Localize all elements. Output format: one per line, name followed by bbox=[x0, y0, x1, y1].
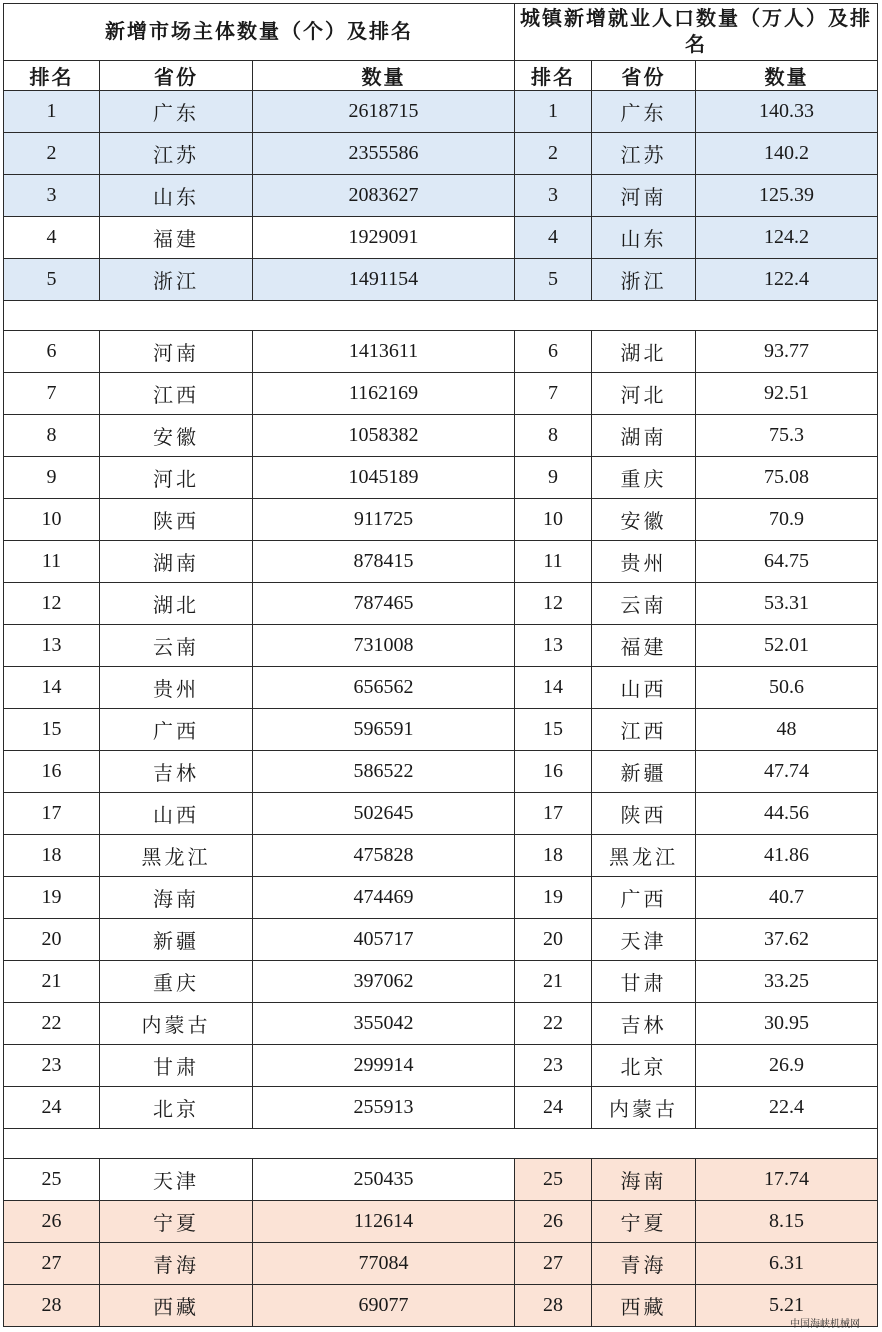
left-province-cell: 浙江 bbox=[100, 259, 253, 301]
table-row bbox=[4, 1285, 878, 1327]
left-rank-cell: 14 bbox=[4, 667, 100, 709]
left-rank-cell: 20 bbox=[4, 919, 100, 961]
right-rank-cell: 27 bbox=[515, 1243, 592, 1285]
right-count-cell: 53.31 bbox=[696, 583, 878, 625]
right-rank-cell: 20 bbox=[515, 919, 592, 961]
left-rank-cell: 26 bbox=[4, 1201, 100, 1243]
left-count-cell: 255913 bbox=[253, 1087, 515, 1129]
left-province-cell: 内蒙古 bbox=[100, 1003, 253, 1045]
right-rank-cell: 16 bbox=[515, 751, 592, 793]
right-province-cell: 广东 bbox=[592, 91, 696, 133]
left-province-cell: 河南 bbox=[100, 331, 253, 373]
left-province-cell: 湖北 bbox=[100, 583, 253, 625]
right-rank-cell: 22 bbox=[515, 1003, 592, 1045]
left-count-cell: 731008 bbox=[253, 625, 515, 667]
right-province-cell: 宁夏 bbox=[592, 1201, 696, 1243]
left-count-cell: 878415 bbox=[253, 541, 515, 583]
right-province-header: 省份 bbox=[592, 61, 696, 91]
right-province-cell: 内蒙古 bbox=[592, 1087, 696, 1129]
right-province-cell: 广西 bbox=[592, 877, 696, 919]
table-row bbox=[4, 499, 878, 541]
right-province-cell: 陕西 bbox=[592, 793, 696, 835]
right-count-cell: 70.9 bbox=[696, 499, 878, 541]
right-count-cell: 26.9 bbox=[696, 1045, 878, 1087]
right-rank-cell: 13 bbox=[515, 625, 592, 667]
right-rank-cell: 15 bbox=[515, 709, 592, 751]
right-province-cell: 北京 bbox=[592, 1045, 696, 1087]
right-rank-cell: 8 bbox=[515, 415, 592, 457]
right-count-cell: 124.2 bbox=[696, 217, 878, 259]
right-count-cell: 37.62 bbox=[696, 919, 878, 961]
table-row bbox=[4, 1159, 878, 1201]
right-rank-cell: 6 bbox=[515, 331, 592, 373]
left-count-cell: 397062 bbox=[253, 961, 515, 1003]
left-count-cell: 1058382 bbox=[253, 415, 515, 457]
table-row bbox=[4, 625, 878, 667]
left-count-cell: 502645 bbox=[253, 793, 515, 835]
table-row bbox=[4, 877, 878, 919]
left-province-cell: 重庆 bbox=[100, 961, 253, 1003]
left-province-cell: 北京 bbox=[100, 1087, 253, 1129]
right-rank-cell: 9 bbox=[515, 457, 592, 499]
left-count-cell: 596591 bbox=[253, 709, 515, 751]
right-province-cell: 重庆 bbox=[592, 457, 696, 499]
right-rank-cell: 5 bbox=[515, 259, 592, 301]
right-rank-cell: 23 bbox=[515, 1045, 592, 1087]
right-province-cell: 天津 bbox=[592, 919, 696, 961]
left-count-cell: 787465 bbox=[253, 583, 515, 625]
left-count-cell: 405717 bbox=[253, 919, 515, 961]
right-rank-cell: 21 bbox=[515, 961, 592, 1003]
right-rank-cell: 18 bbox=[515, 835, 592, 877]
right-count-cell: 41.86 bbox=[696, 835, 878, 877]
right-province-cell: 浙江 bbox=[592, 259, 696, 301]
left-province-cell: 江苏 bbox=[100, 133, 253, 175]
left-province-cell: 贵州 bbox=[100, 667, 253, 709]
left-count-cell: 1162169 bbox=[253, 373, 515, 415]
left-rank-cell: 22 bbox=[4, 1003, 100, 1045]
right-province-cell: 贵州 bbox=[592, 541, 696, 583]
left-rank-cell: 9 bbox=[4, 457, 100, 499]
spacer-row bbox=[4, 1129, 878, 1159]
table-row bbox=[4, 133, 878, 175]
left-rank-cell: 6 bbox=[4, 331, 100, 373]
right-count-cell: 8.15 bbox=[696, 1201, 878, 1243]
left-rank-cell: 2 bbox=[4, 133, 100, 175]
right-rank-cell: 4 bbox=[515, 217, 592, 259]
left-province-cell: 江西 bbox=[100, 373, 253, 415]
table-row bbox=[4, 331, 878, 373]
right-rank-cell: 24 bbox=[515, 1087, 592, 1129]
left-count-cell: 299914 bbox=[253, 1045, 515, 1087]
ranking-table-body bbox=[4, 4, 878, 1327]
table-row bbox=[4, 1243, 878, 1285]
left-rank-cell: 7 bbox=[4, 373, 100, 415]
left-count-cell: 1491154 bbox=[253, 259, 515, 301]
left-count-cell: 656562 bbox=[253, 667, 515, 709]
right-count-cell: 47.74 bbox=[696, 751, 878, 793]
left-rank-cell: 10 bbox=[4, 499, 100, 541]
left-province-cell: 河北 bbox=[100, 457, 253, 499]
spacer-row bbox=[4, 301, 878, 331]
table-row bbox=[4, 793, 878, 835]
table-row bbox=[4, 91, 878, 133]
left-province-cell: 海南 bbox=[100, 877, 253, 919]
right-province-cell: 河北 bbox=[592, 373, 696, 415]
left-rank-cell: 15 bbox=[4, 709, 100, 751]
right-province-cell: 黑龙江 bbox=[592, 835, 696, 877]
right-count-cell: 44.56 bbox=[696, 793, 878, 835]
left-rank-cell: 17 bbox=[4, 793, 100, 835]
right-rank-cell: 12 bbox=[515, 583, 592, 625]
right-count-cell: 122.4 bbox=[696, 259, 878, 301]
right-province-cell: 甘肃 bbox=[592, 961, 696, 1003]
left-province-cell: 西藏 bbox=[100, 1285, 253, 1327]
left-count-cell: 911725 bbox=[253, 499, 515, 541]
table-row bbox=[4, 835, 878, 877]
left-province-cell: 广西 bbox=[100, 709, 253, 751]
left-rank-cell: 23 bbox=[4, 1045, 100, 1087]
table-row bbox=[4, 583, 878, 625]
left-rank-cell: 12 bbox=[4, 583, 100, 625]
right-count-cell: 40.7 bbox=[696, 877, 878, 919]
right-rank-header: 排名 bbox=[515, 61, 592, 91]
left-count-cell: 1413611 bbox=[253, 331, 515, 373]
left-rank-cell: 1 bbox=[4, 91, 100, 133]
right-province-cell: 海南 bbox=[592, 1159, 696, 1201]
right-count-cell: 5.21 bbox=[696, 1285, 878, 1327]
left-count-cell: 69077 bbox=[253, 1285, 515, 1327]
table-row bbox=[4, 541, 878, 583]
left-rank-cell: 21 bbox=[4, 961, 100, 1003]
table-row bbox=[4, 217, 878, 259]
right-table-title: 城镇新增就业人口数量（万人）及排名 bbox=[515, 4, 878, 61]
right-province-cell: 福建 bbox=[592, 625, 696, 667]
left-province-cell: 福建 bbox=[100, 217, 253, 259]
left-province-cell: 吉林 bbox=[100, 751, 253, 793]
right-province-cell: 湖北 bbox=[592, 331, 696, 373]
right-count-header: 数量 bbox=[696, 61, 878, 91]
right-count-cell: 125.39 bbox=[696, 175, 878, 217]
right-rank-cell: 28 bbox=[515, 1285, 592, 1327]
left-province-cell: 陕西 bbox=[100, 499, 253, 541]
right-rank-cell: 11 bbox=[515, 541, 592, 583]
right-province-cell: 新疆 bbox=[592, 751, 696, 793]
left-province-cell: 山东 bbox=[100, 175, 253, 217]
right-rank-cell: 3 bbox=[515, 175, 592, 217]
left-count-cell: 1045189 bbox=[253, 457, 515, 499]
left-rank-cell: 18 bbox=[4, 835, 100, 877]
table-row bbox=[4, 1045, 878, 1087]
left-rank-cell: 27 bbox=[4, 1243, 100, 1285]
spacer-cell bbox=[4, 1129, 878, 1159]
table-row bbox=[4, 667, 878, 709]
left-rank-cell: 3 bbox=[4, 175, 100, 217]
table-row bbox=[4, 1201, 878, 1243]
right-rank-cell: 1 bbox=[515, 91, 592, 133]
table-row bbox=[4, 1003, 878, 1045]
left-count-cell: 355042 bbox=[253, 1003, 515, 1045]
table-row bbox=[4, 709, 878, 751]
left-province-cell: 云南 bbox=[100, 625, 253, 667]
right-count-cell: 50.6 bbox=[696, 667, 878, 709]
right-count-cell: 17.74 bbox=[696, 1159, 878, 1201]
left-province-cell: 宁夏 bbox=[100, 1201, 253, 1243]
left-rank-cell: 4 bbox=[4, 217, 100, 259]
left-count-cell: 112614 bbox=[253, 1201, 515, 1243]
left-province-header: 省份 bbox=[100, 61, 253, 91]
left-count-header: 数量 bbox=[253, 61, 515, 91]
right-rank-cell: 26 bbox=[515, 1201, 592, 1243]
right-province-cell: 湖南 bbox=[592, 415, 696, 457]
right-count-cell: 33.25 bbox=[696, 961, 878, 1003]
table-row bbox=[4, 175, 878, 217]
watermark-text: 中国海峡机械网 bbox=[790, 1319, 860, 1330]
left-province-cell: 甘肃 bbox=[100, 1045, 253, 1087]
table-row bbox=[4, 1087, 878, 1129]
column-header-row bbox=[4, 61, 878, 91]
left-count-cell: 2083627 bbox=[253, 175, 515, 217]
right-count-cell: 52.01 bbox=[696, 625, 878, 667]
right-province-cell: 安徽 bbox=[592, 499, 696, 541]
table-row bbox=[4, 415, 878, 457]
right-province-cell: 河南 bbox=[592, 175, 696, 217]
left-province-cell: 湖南 bbox=[100, 541, 253, 583]
right-count-cell: 6.31 bbox=[696, 1243, 878, 1285]
right-province-cell: 山东 bbox=[592, 217, 696, 259]
left-province-cell: 广东 bbox=[100, 91, 253, 133]
right-province-cell: 山西 bbox=[592, 667, 696, 709]
ranking-table bbox=[3, 3, 878, 1327]
table-row bbox=[4, 919, 878, 961]
right-province-cell: 云南 bbox=[592, 583, 696, 625]
table-row bbox=[4, 373, 878, 415]
left-count-cell: 77084 bbox=[253, 1243, 515, 1285]
right-count-cell: 48 bbox=[696, 709, 878, 751]
left-rank-cell: 28 bbox=[4, 1285, 100, 1327]
table-row bbox=[4, 751, 878, 793]
left-count-cell: 1929091 bbox=[253, 217, 515, 259]
table-row bbox=[4, 457, 878, 499]
spacer-cell bbox=[4, 301, 878, 331]
table-row bbox=[4, 961, 878, 1003]
left-province-cell: 安徽 bbox=[100, 415, 253, 457]
right-rank-cell: 17 bbox=[515, 793, 592, 835]
left-rank-cell: 5 bbox=[4, 259, 100, 301]
left-province-cell: 新疆 bbox=[100, 919, 253, 961]
left-count-cell: 586522 bbox=[253, 751, 515, 793]
left-province-cell: 山西 bbox=[100, 793, 253, 835]
left-rank-cell: 11 bbox=[4, 541, 100, 583]
left-rank-header: 排名 bbox=[4, 61, 100, 91]
right-province-cell: 西藏 bbox=[592, 1285, 696, 1327]
right-province-cell: 江西 bbox=[592, 709, 696, 751]
left-count-cell: 475828 bbox=[253, 835, 515, 877]
right-rank-cell: 7 bbox=[515, 373, 592, 415]
right-rank-cell: 2 bbox=[515, 133, 592, 175]
right-rank-cell: 14 bbox=[515, 667, 592, 709]
left-rank-cell: 13 bbox=[4, 625, 100, 667]
right-province-cell: 江苏 bbox=[592, 133, 696, 175]
right-count-cell: 64.75 bbox=[696, 541, 878, 583]
left-table-title: 新增市场主体数量（个）及排名 bbox=[4, 4, 515, 61]
left-rank-cell: 24 bbox=[4, 1087, 100, 1129]
left-count-cell: 250435 bbox=[253, 1159, 515, 1201]
right-count-cell: 92.51 bbox=[696, 373, 878, 415]
right-count-cell: 30.95 bbox=[696, 1003, 878, 1045]
left-rank-cell: 19 bbox=[4, 877, 100, 919]
left-province-cell: 天津 bbox=[100, 1159, 253, 1201]
left-count-cell: 2355586 bbox=[253, 133, 515, 175]
left-rank-cell: 25 bbox=[4, 1159, 100, 1201]
right-count-cell: 75.08 bbox=[696, 457, 878, 499]
left-province-cell: 青海 bbox=[100, 1243, 253, 1285]
right-count-cell: 140.2 bbox=[696, 133, 878, 175]
title-row bbox=[4, 4, 878, 61]
right-rank-cell: 25 bbox=[515, 1159, 592, 1201]
right-province-cell: 吉林 bbox=[592, 1003, 696, 1045]
left-rank-cell: 16 bbox=[4, 751, 100, 793]
left-count-cell: 2618715 bbox=[253, 91, 515, 133]
left-rank-cell: 8 bbox=[4, 415, 100, 457]
right-count-cell: 22.4 bbox=[696, 1087, 878, 1129]
right-count-cell: 140.33 bbox=[696, 91, 878, 133]
right-province-cell: 青海 bbox=[592, 1243, 696, 1285]
right-count-cell: 75.3 bbox=[696, 415, 878, 457]
table-row bbox=[4, 259, 878, 301]
right-rank-cell: 19 bbox=[515, 877, 592, 919]
right-rank-cell: 10 bbox=[515, 499, 592, 541]
left-count-cell: 474469 bbox=[253, 877, 515, 919]
left-province-cell: 黑龙江 bbox=[100, 835, 253, 877]
right-count-cell: 93.77 bbox=[696, 331, 878, 373]
